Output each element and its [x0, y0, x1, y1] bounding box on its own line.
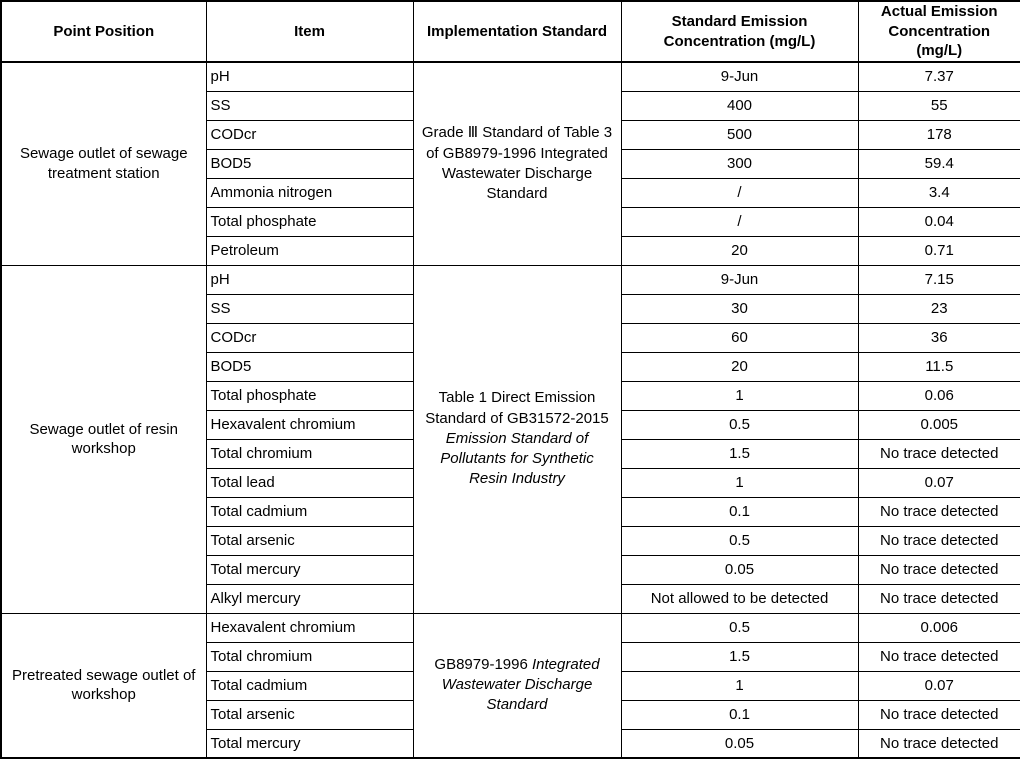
item-cell: Total lead: [206, 468, 413, 497]
actual-value-cell: 55: [858, 91, 1020, 120]
actual-value-cell: 7.37: [858, 62, 1020, 91]
item-cell: SS: [206, 294, 413, 323]
standard-text-normal: GB8979-1996: [434, 655, 532, 673]
actual-value-cell: No trace detected: [858, 584, 1020, 613]
standard-value-cell: 0.5: [621, 613, 858, 642]
item-cell: Hexavalent chromium: [206, 613, 413, 642]
column-header-actual-emission: Actual Emission Concentration (mg/L): [858, 1, 1020, 62]
standard-value-cell: 0.1: [621, 497, 858, 526]
actual-value-cell: 0.04: [858, 207, 1020, 236]
column-header-standard-emission: Standard Emission Concentration (mg/L): [621, 1, 858, 62]
actual-value-cell: No trace detected: [858, 700, 1020, 729]
table-row: [1, 62, 1020, 91]
table-row: [1, 613, 1020, 642]
actual-value-cell: No trace detected: [858, 642, 1020, 671]
item-cell: BOD5: [206, 149, 413, 178]
item-cell: Total phosphate: [206, 207, 413, 236]
standard-value-cell: Not allowed to be detected: [621, 584, 858, 613]
item-cell: Petroleum: [206, 236, 413, 265]
item-cell: pH: [206, 265, 413, 294]
standard-value-cell: 0.05: [621, 555, 858, 584]
table-row: [1, 265, 1020, 294]
standard-value-cell: 30: [621, 294, 858, 323]
standard-value-cell: 20: [621, 236, 858, 265]
column-header-point-position: Point Position: [1, 1, 206, 62]
actual-value-cell: 0.71: [858, 236, 1020, 265]
item-cell: SS: [206, 91, 413, 120]
actual-value-cell: 59.4: [858, 149, 1020, 178]
item-cell: Alkyl mercury: [206, 584, 413, 613]
actual-value-cell: 178: [858, 120, 1020, 149]
column-header-implementation-standard: Implementation Standard: [413, 1, 621, 62]
item-cell: Total chromium: [206, 439, 413, 468]
standard-value-cell: 300: [621, 149, 858, 178]
item-cell: CODcr: [206, 120, 413, 149]
standard-text-italic: Integrated Wastewater Discharge Standard: [441, 655, 600, 714]
item-cell: Total arsenic: [206, 526, 413, 555]
item-cell: Total arsenic: [206, 700, 413, 729]
item-cell: Total chromium: [206, 642, 413, 671]
standard-value-cell: 0.5: [621, 526, 858, 555]
item-cell: Ammonia nitrogen: [206, 178, 413, 207]
standard-value-cell: 0.05: [621, 729, 858, 758]
actual-value-cell: 0.005: [858, 410, 1020, 439]
standard-value-cell: 60: [621, 323, 858, 352]
actual-value-cell: No trace detected: [858, 729, 1020, 758]
column-header-item: Item: [206, 1, 413, 62]
standard-value-cell: 1.5: [621, 439, 858, 468]
item-cell: Total mercury: [206, 555, 413, 584]
standard-value-cell: 1.5: [621, 642, 858, 671]
actual-value-cell: 23: [858, 294, 1020, 323]
implementation-standard-group-2: [413, 265, 621, 613]
standard-value-cell: 0.5: [621, 410, 858, 439]
item-cell: Hexavalent chromium: [206, 410, 413, 439]
actual-value-cell: No trace detected: [858, 555, 1020, 584]
standard-text-normal: Table 1 Direct Emission Standard of GB31572-2015: [425, 389, 609, 427]
standard-text-italic: Emission Standard of Pollutants for Synthetic Resin Industry: [440, 429, 594, 488]
standard-value-cell: /: [621, 178, 858, 207]
point-position-group-1: Sewage outlet of sewage treatment station: [1, 62, 206, 265]
actual-value-cell: 7.15: [858, 265, 1020, 294]
header-row: [1, 1, 1020, 62]
standard-value-cell: 400: [621, 91, 858, 120]
actual-value-cell: No trace detected: [858, 497, 1020, 526]
standard-value-cell: 1: [621, 671, 858, 700]
actual-value-cell: 36: [858, 323, 1020, 352]
standard-text-normal: Grade Ⅲ Standard of Table 3 of GB8979-1996 Integrated Wastewater Discharge Standard: [421, 124, 613, 202]
implementation-standard-group-1: [413, 62, 621, 265]
point-position-group-2: Sewage outlet of resin workshop: [1, 265, 206, 613]
item-cell: BOD5: [206, 352, 413, 381]
item-cell: Total cadmium: [206, 671, 413, 700]
standard-value-cell: 20: [621, 352, 858, 381]
actual-value-cell: 0.006: [858, 613, 1020, 642]
item-cell: Total mercury: [206, 729, 413, 758]
actual-value-cell: 0.06: [858, 381, 1020, 410]
item-cell: Total phosphate: [206, 381, 413, 410]
actual-value-cell: 3.4: [858, 178, 1020, 207]
standard-value-cell: 1: [621, 381, 858, 410]
standard-value-cell: /: [621, 207, 858, 236]
actual-value-cell: No trace detected: [858, 526, 1020, 555]
actual-value-cell: No trace detected: [858, 439, 1020, 468]
actual-value-cell: 0.07: [858, 671, 1020, 700]
actual-value-cell: 11.5: [858, 352, 1020, 381]
standard-value-cell: 0.1: [621, 700, 858, 729]
implementation-standard-group-3: [413, 613, 621, 758]
standard-value-cell: 9-Jun: [621, 265, 858, 294]
actual-value-cell: 0.07: [858, 468, 1020, 497]
standard-value-cell: 9-Jun: [621, 62, 858, 91]
standard-value-cell: 1: [621, 468, 858, 497]
point-position-group-3: Pretreated sewage outlet of workshop: [1, 613, 206, 758]
item-cell: pH: [206, 62, 413, 91]
item-cell: CODcr: [206, 323, 413, 352]
standard-value-cell: 500: [621, 120, 858, 149]
item-cell: Total cadmium: [206, 497, 413, 526]
